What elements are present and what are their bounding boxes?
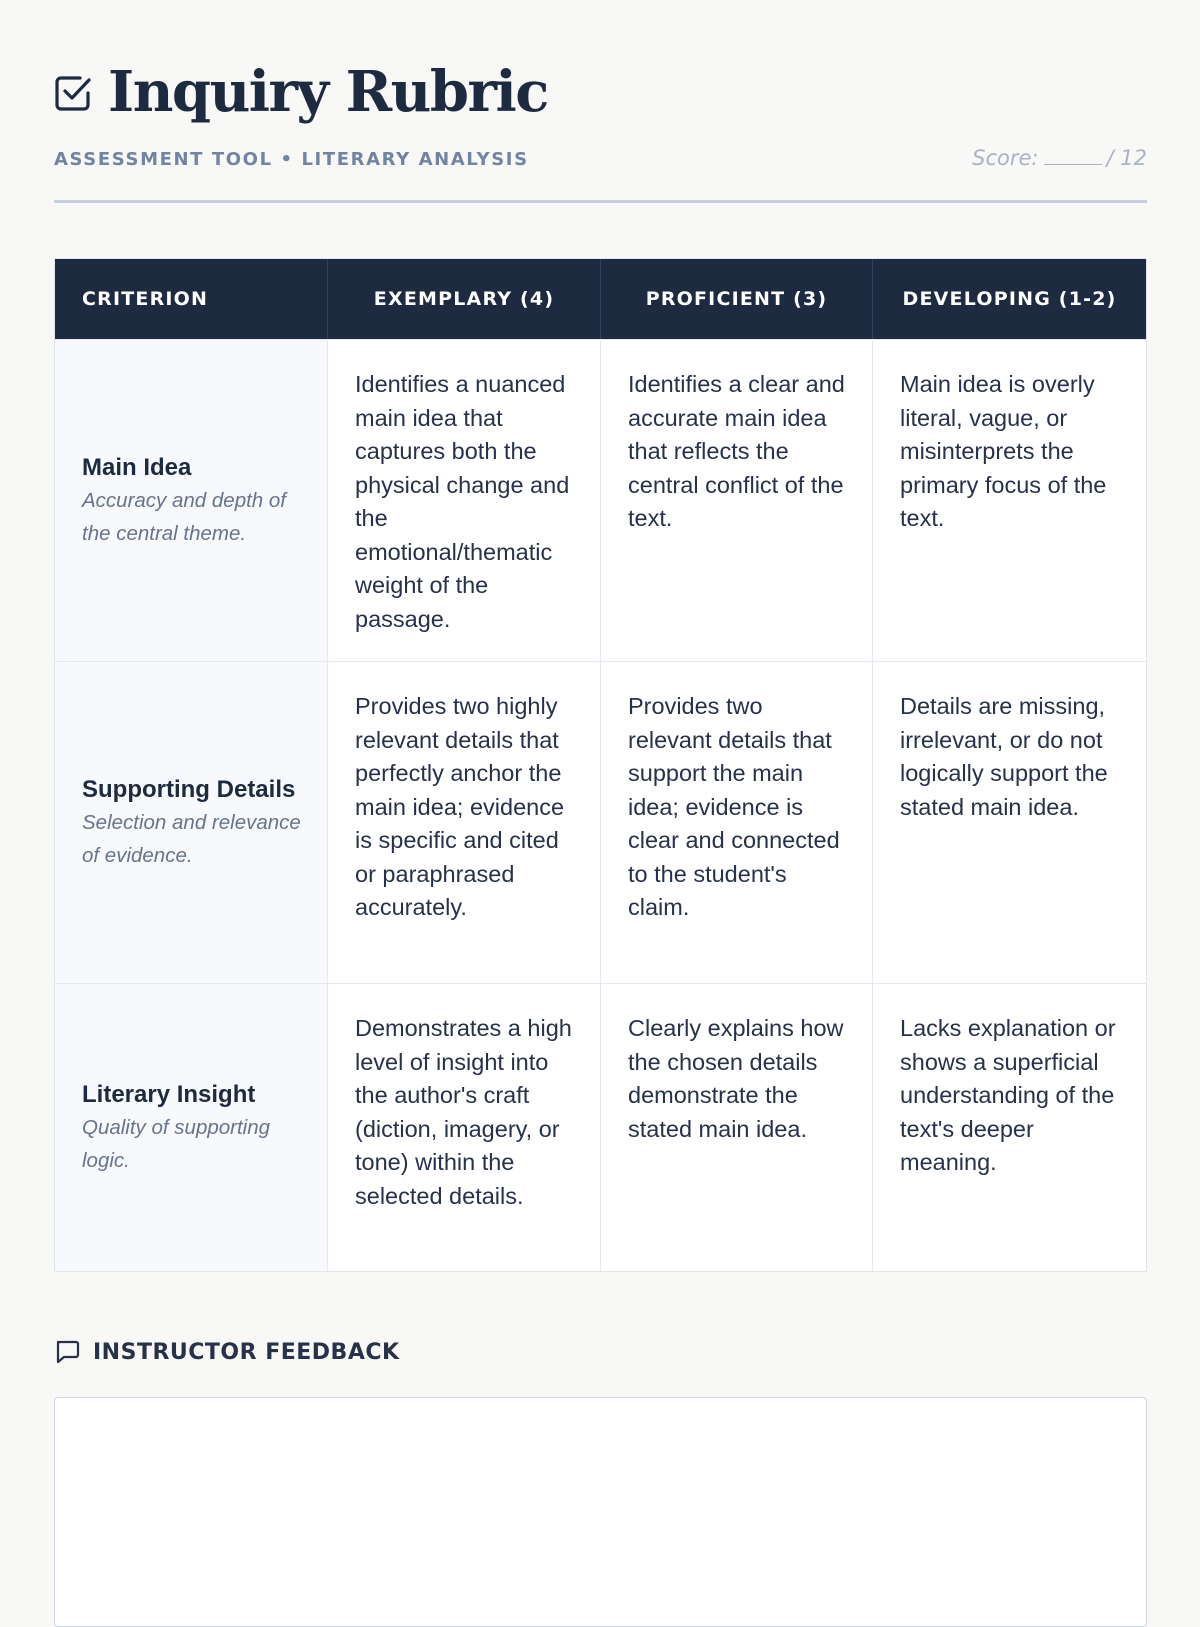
proficient-cell: Clearly explains how the chosen details demonstrate the stated main idea.: [601, 984, 873, 1271]
developing-cell: Details are missing, irrelevant, or do not logically support the stated main idea.: [900, 693, 1108, 820]
rubric-table: [54, 258, 1147, 1272]
title-row: [54, 52, 548, 132]
header-divider: [54, 200, 1147, 203]
proficient-cell: Identifies a clear and accurate main idea that reflects the central conflict of the text.: [601, 340, 873, 661]
column-header-exemplary: EXEMPLARY (4): [328, 259, 601, 339]
table-row: [55, 339, 1146, 661]
criterion-description: Accuracy and depth of the central theme.: [82, 488, 286, 545]
criterion-name: Supporting Details: [82, 775, 296, 803]
feedback-label: INSTRUCTOR FEEDBACK: [93, 1339, 400, 1365]
score-total: / 12: [1106, 146, 1147, 170]
table-row: [55, 983, 1146, 1271]
criterion-cell: [55, 984, 328, 1271]
criterion-cell: [55, 662, 328, 983]
criterion-description: Quality of supporting logic.: [82, 1115, 271, 1172]
proficient-cell: Provides two relevant details that support the main idea; evidence is clear and connected to the student's claim.: [601, 662, 873, 983]
feedback-section-header: [54, 1339, 400, 1365]
page-title: Inquiry Rubric: [108, 59, 548, 125]
exemplary-cell: Identifies a nuanced main idea that captures both the physical change and the emotional/thematic weight of the passage.: [328, 340, 601, 661]
column-header-proficient: PROFICIENT (3): [601, 259, 873, 339]
criterion-cell: [55, 340, 328, 661]
score-label: Score:: [972, 146, 1039, 170]
comment-icon: [54, 1339, 80, 1365]
criterion-description: Selection and relevance of evidence.: [82, 810, 301, 867]
rubric-header-row: [55, 259, 1146, 339]
score-blank[interactable]: [1044, 146, 1102, 165]
score-field: [972, 146, 1147, 170]
checkbox-icon: [54, 74, 92, 112]
table-row: [55, 661, 1146, 983]
criterion-name: Main Idea: [82, 453, 192, 481]
developing-cell: Main idea is overly literal, vague, or misinterprets the primary focus of the text.: [900, 371, 1107, 531]
exemplary-cell: Demonstrates a high level of insight into the author's craft (diction, imagery, or tone) within the selected details.: [328, 984, 601, 1271]
exemplary-cell: Provides two highly relevant details that perfectly anchor the main idea; evidence is specific and cited or paraphrased accurately.: [328, 662, 601, 983]
page-subtitle: ASSESSMENT TOOL • LITERARY ANALYSIS: [54, 149, 529, 170]
criterion-name: Literary Insight: [82, 1080, 256, 1108]
developing-cell: Lacks explanation or shows a superficial understanding of the text's deeper meaning.: [900, 1015, 1116, 1175]
column-header-criterion: CRITERION: [55, 259, 328, 339]
column-header-developing: DEVELOPING (1-2): [902, 288, 1117, 310]
feedback-textarea[interactable]: [54, 1397, 1147, 1627]
